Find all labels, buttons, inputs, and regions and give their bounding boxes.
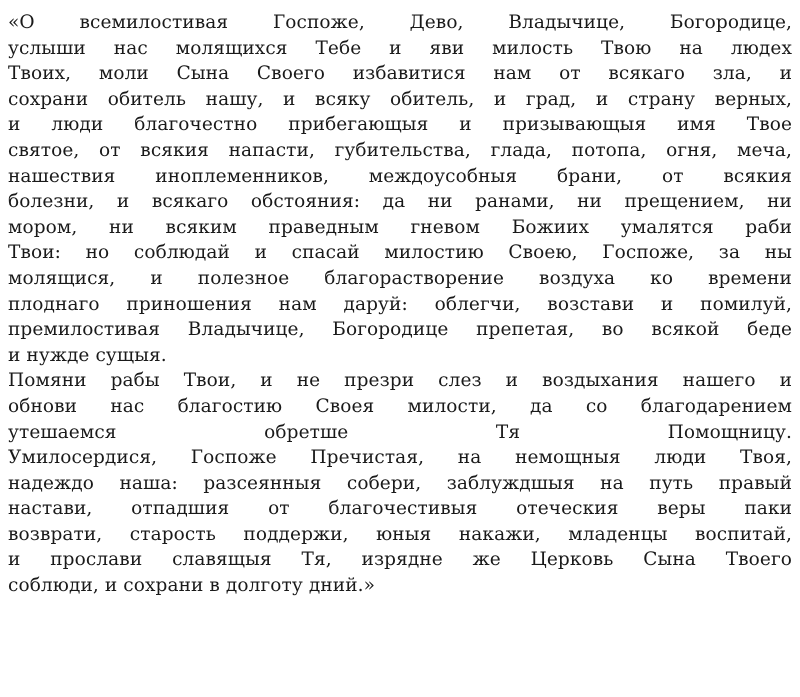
prayer-line: Твои: но соблюдай и спасай милостию Своею, Госпоже, за ны	[8, 242, 792, 264]
prayer-line: святое, от всякия напасти, губительства, глада, потопа, огня, меча,	[8, 139, 792, 161]
prayer-line: «О всемилостивая Госпоже, Дево, Владычице, Богородице,	[8, 12, 792, 33]
prayer-line: мором, ни всяким праведным гневом Божиих умалятся раби	[8, 216, 792, 238]
prayer-line: возврати, старость поддержи, юныя накажи, младенцы воспитай,	[8, 523, 792, 545]
prayer-line: Умилосердися, Госпоже Пречистая, на немощныя люди Твоя,	[8, 447, 792, 469]
prayer-line: соблюди, и сохрани в долготу дний.»	[8, 575, 376, 597]
prayer-line: и люди благочестно прибегающыя и призывающыя имя Твое	[8, 114, 792, 136]
prayer-line: нашествия иноплеменников, междоусобныя брани, от всякия	[8, 165, 792, 187]
prayer-line: болезни, и всякаго обстояния: да ни ранами, ни прещением, ни	[8, 191, 792, 213]
prayer-line: надеждо наша: разсеянныя собери, заблуждшыя на путь правый	[8, 472, 792, 494]
prayer-line: плоднаго приношения нам даруй: облегчи, возстави и помилуй,	[8, 293, 792, 315]
prayer-line: и нужде сущыя.	[8, 344, 167, 366]
prayer-line: настави, отпадшия от благочестивыя отеческия веры паки	[8, 498, 792, 520]
prayer-line: и прослави славящыя Тя, изрядне же Церковь Сына Твоего	[8, 549, 792, 571]
prayer-line: утешаемся обретше Тя Помощницу.	[8, 421, 792, 443]
prayer-line: услыши нас молящихся Тебе и яви милость Твою на людех	[8, 37, 792, 59]
prayer-line: молящися, и полезное благорастворение воздуха ко времени	[8, 267, 792, 289]
prayer-line: обнови нас благостию Своея милости, да со благодарением	[8, 395, 792, 417]
prayer-line: Твоих, моли Сына Своего избавитися нам от всякаго зла, и	[8, 63, 792, 85]
prayer-line: сохрани обитель нашу, и всяку обитель, и град, и страну верных,	[8, 88, 792, 110]
prayer-line: Помяни рабы Твои, и не презри слез и воздыхания нашего и	[8, 370, 792, 392]
prayer-line: премилостивая Владычице, Богородице препетая, во всякой беде	[8, 319, 792, 341]
